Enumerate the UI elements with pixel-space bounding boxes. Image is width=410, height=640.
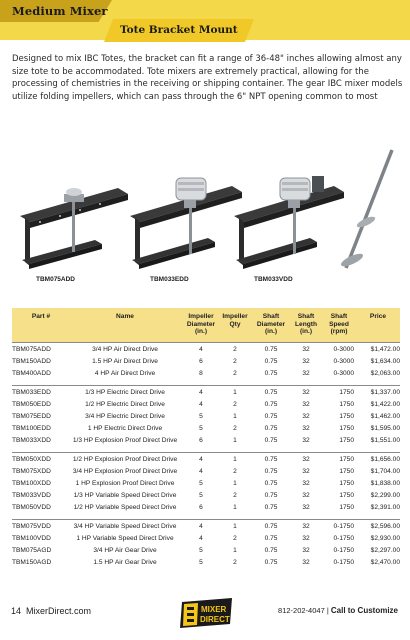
cell-name: 1.5 HP Air Gear Drive bbox=[93, 558, 157, 566]
cell-name: 1/3 HP Variable Speed Direct Drive bbox=[73, 491, 177, 499]
cell-price: $1,472.00 bbox=[370, 346, 400, 353]
cell-part: TBM075EDD bbox=[12, 413, 51, 420]
cell-shaft-diameter: 0.75 bbox=[264, 389, 278, 397]
page-header bbox=[0, 0, 410, 44]
cell-name: 3/4 HP Electric Direct Drive bbox=[85, 413, 165, 420]
cell-price: $1,462.00 bbox=[370, 413, 400, 420]
cell-shaft-speed: 0-1750 bbox=[333, 547, 354, 554]
cell-impeller-diameter: 4 bbox=[199, 401, 203, 409]
cell-part: TBM033XDD bbox=[12, 436, 51, 444]
table-row bbox=[12, 557, 400, 569]
cell-part: TBM033VDD bbox=[12, 491, 51, 499]
cell-part: TBM150AGD bbox=[12, 558, 52, 566]
table-row bbox=[12, 344, 400, 356]
table-row bbox=[12, 466, 400, 478]
cell-name: 3/4 HP Air Direct Drive bbox=[92, 346, 158, 353]
cell-name: 1/3 HP Explosion Proof Direct Drive bbox=[72, 436, 178, 444]
cell-shaft-speed: 1750 bbox=[339, 491, 354, 499]
cell-shaft-length: 32 bbox=[302, 357, 310, 365]
cell-shaft-length: 32 bbox=[302, 491, 310, 499]
cell-part: TBM150ADD bbox=[12, 357, 51, 365]
footer-page-info bbox=[11, 606, 91, 616]
cell-impeller-diameter: 4 bbox=[199, 535, 203, 543]
group-divider bbox=[12, 385, 400, 386]
cell-shaft-diameter: 0.75 bbox=[264, 491, 278, 499]
cell-impeller-diameter: 6 bbox=[199, 357, 203, 365]
cell-shaft-length: 32 bbox=[302, 413, 310, 420]
cell-impeller-diameter: 5 bbox=[199, 491, 203, 499]
cell-impeller-diameter: 5 bbox=[199, 480, 203, 487]
footer-contact: 812-202-4047 | Call to Customize bbox=[278, 606, 398, 615]
cell-shaft-diameter: 0.75 bbox=[264, 346, 278, 353]
cell-part: TBM100VDD bbox=[12, 535, 51, 543]
cell-name: 3/4 HP Air Gear Drive bbox=[93, 547, 157, 554]
cell-impeller-qty: 2 bbox=[233, 357, 237, 365]
col-header-shaft-speed: Shaft Speed (rpm) bbox=[329, 313, 349, 336]
cell-name: 3/4 HP Explosion Proof Direct Drive bbox=[72, 468, 178, 476]
cell-impeller-qty: 1 bbox=[233, 523, 237, 531]
cell-name: 1/2 HP Variable Speed Direct Drive bbox=[73, 503, 177, 511]
cell-name: 1 HP Explosion Proof Direct Drive bbox=[75, 480, 175, 487]
table-row bbox=[12, 490, 400, 502]
cell-shaft-length: 32 bbox=[302, 436, 310, 444]
table-row bbox=[12, 399, 400, 411]
cell-shaft-diameter: 0.75 bbox=[264, 436, 278, 444]
cell-price: $2,596.00 bbox=[370, 523, 400, 531]
call-to-action: Call to Customize bbox=[330, 606, 398, 615]
cell-shaft-length: 32 bbox=[302, 535, 310, 543]
table-row bbox=[12, 368, 400, 380]
col-header-impeller-diameter: Impeller Diameter (in.) bbox=[186, 313, 216, 336]
cell-shaft-diameter: 0.75 bbox=[264, 357, 278, 365]
cell-impeller-qty: 2 bbox=[233, 369, 237, 377]
cell-shaft-length: 32 bbox=[302, 503, 310, 511]
product-illustrations bbox=[0, 148, 410, 293]
cell-impeller-qty: 2 bbox=[233, 468, 237, 476]
cell-shaft-diameter: 0.75 bbox=[264, 558, 278, 566]
cell-price: $2,297.00 bbox=[370, 547, 400, 554]
cell-shaft-length: 32 bbox=[302, 468, 310, 476]
cell-shaft-speed: 1750 bbox=[339, 401, 354, 409]
cell-shaft-diameter: 0.75 bbox=[264, 523, 278, 531]
product-image-tbm075add bbox=[20, 188, 128, 269]
cell-shaft-length: 32 bbox=[302, 558, 310, 566]
intro-paragraph: Designed to mix IBC Totes, the bracket can fit a range of 36-48" inches allowing almost any size tote to be accommodated. Tote mixers are extremely practical, allowing for the processing of chemistries in the receiving or shipping container. The gear IBC mixer models utilize folding impellers, which can pass through the 6" NPT opening common to most bbox=[12, 54, 403, 102]
cell-shaft-length: 32 bbox=[302, 480, 310, 487]
cell-part: TBM050XDD bbox=[12, 456, 51, 464]
product-label: TBM075ADD bbox=[36, 276, 76, 283]
cell-impeller-diameter: 6 bbox=[199, 436, 203, 444]
cell-price: $2,930.00 bbox=[370, 535, 400, 543]
cell-part: TBM033EDD bbox=[12, 389, 51, 397]
cell-shaft-diameter: 0.75 bbox=[264, 424, 278, 432]
cell-part: TBM075AGD bbox=[12, 547, 52, 554]
svg-text:DIRECT: DIRECT bbox=[200, 615, 230, 624]
cell-price: $1,595.00 bbox=[370, 424, 400, 432]
product-label: TBM033EDD bbox=[150, 276, 189, 283]
cell-name: 1 HP Electric Direct Drive bbox=[87, 424, 163, 432]
cell-price: $2,470.00 bbox=[370, 558, 400, 566]
cell-impeller-qty: 1 bbox=[233, 413, 237, 420]
table-row bbox=[12, 502, 400, 514]
cell-impeller-diameter: 5 bbox=[199, 413, 203, 420]
table-row bbox=[12, 545, 400, 557]
cell-impeller-qty: 1 bbox=[233, 547, 237, 554]
cell-impeller-qty: 2 bbox=[233, 401, 237, 409]
cell-shaft-length: 32 bbox=[302, 523, 310, 531]
cell-impeller-qty: 2 bbox=[233, 491, 237, 499]
cell-part: TBM050EDD bbox=[12, 401, 51, 409]
cell-shaft-diameter: 0.75 bbox=[264, 547, 278, 554]
table-row bbox=[12, 387, 400, 399]
site-link[interactable]: MixerDirect.com bbox=[26, 606, 92, 616]
cell-name: 3/4 HP Variable Speed Direct Drive bbox=[73, 523, 177, 531]
table-row bbox=[12, 423, 400, 435]
cell-price: $1,337.00 bbox=[370, 389, 400, 397]
table-row bbox=[12, 533, 400, 545]
cell-impeller-qty: 1 bbox=[233, 503, 237, 511]
cell-impeller-diameter: 6 bbox=[199, 503, 203, 511]
cell-price: $1,656.00 bbox=[370, 456, 400, 464]
cell-shaft-length: 32 bbox=[302, 547, 310, 554]
cell-impeller-qty: 1 bbox=[233, 389, 237, 397]
cell-shaft-speed: 1750 bbox=[339, 424, 354, 432]
cell-shaft-speed: 0-1750 bbox=[333, 558, 354, 566]
product-image-tbm033vdd bbox=[234, 176, 344, 269]
cell-shaft-diameter: 0.75 bbox=[264, 503, 278, 511]
cell-impeller-qty: 1 bbox=[233, 436, 237, 444]
col-header-name: Name bbox=[116, 313, 134, 320]
table-header bbox=[12, 308, 400, 342]
table-row bbox=[12, 435, 400, 447]
group-divider bbox=[12, 519, 400, 520]
cell-shaft-length: 32 bbox=[302, 424, 310, 432]
svg-text:MIXER: MIXER bbox=[201, 605, 227, 614]
cell-shaft-length: 32 bbox=[302, 456, 310, 464]
cell-impeller-qty: 2 bbox=[233, 535, 237, 543]
cell-part: TBM075XDD bbox=[12, 468, 51, 476]
subsection-title: Tote Bracket Mount bbox=[120, 24, 238, 36]
col-header-price: Price bbox=[369, 313, 387, 320]
cell-shaft-length: 32 bbox=[302, 346, 310, 353]
cell-shaft-speed: 1750 bbox=[339, 436, 354, 444]
phone-number: 812-202-4047 bbox=[278, 606, 325, 615]
cell-impeller-diameter: 5 bbox=[199, 424, 203, 432]
cell-shaft-length: 32 bbox=[302, 389, 310, 397]
cell-price: $1,422.00 bbox=[370, 401, 400, 409]
section-title: Medium Mixer bbox=[12, 4, 108, 18]
cell-impeller-qty: 1 bbox=[233, 456, 237, 464]
table-row bbox=[12, 521, 400, 533]
cell-part: TBM100XDD bbox=[12, 480, 51, 487]
product-photos bbox=[0, 148, 410, 293]
mixer-direct-logo bbox=[178, 598, 234, 628]
cell-shaft-speed: 1750 bbox=[339, 389, 354, 397]
cell-shaft-speed: 0-1750 bbox=[333, 523, 354, 531]
cell-price: $1,704.00 bbox=[370, 468, 400, 476]
cell-part: TBM400ADD bbox=[12, 369, 51, 377]
cell-shaft-diameter: 0.75 bbox=[264, 480, 278, 487]
product-image-tbm033edd bbox=[130, 178, 242, 269]
product-label: TBM033VDD bbox=[254, 276, 293, 283]
table-row bbox=[12, 478, 400, 490]
cell-name: 4 HP Air Direct Drive bbox=[94, 369, 156, 377]
cell-shaft-diameter: 0.75 bbox=[264, 535, 278, 543]
cell-impeller-qty: 2 bbox=[233, 346, 237, 353]
cell-part: TBM075VDD bbox=[12, 523, 51, 531]
group-divider bbox=[12, 342, 400, 343]
cell-price: $1,634.00 bbox=[370, 357, 400, 365]
cell-impeller-diameter: 4 bbox=[199, 468, 203, 476]
table-row bbox=[12, 454, 400, 466]
cell-shaft-speed: 0-3000 bbox=[333, 357, 354, 365]
col-header-shaft-diameter: Shaft Diameter (in.) bbox=[256, 313, 286, 336]
cell-shaft-speed: 0-1750 bbox=[333, 535, 354, 543]
page-number: 14 bbox=[11, 606, 22, 616]
cell-name: 1/2 HP Electric Direct Drive bbox=[85, 401, 165, 409]
cell-part: TBM075ADD bbox=[12, 346, 51, 353]
page-footer bbox=[0, 596, 410, 626]
cell-shaft-speed: 1750 bbox=[339, 413, 354, 420]
cell-shaft-diameter: 0.75 bbox=[264, 401, 278, 409]
cell-price: $1,838.00 bbox=[370, 480, 400, 487]
cell-impeller-qty: 2 bbox=[233, 424, 237, 432]
cell-name: 1 HP Variable Speed Direct Drive bbox=[76, 535, 174, 543]
cell-part: TBM050VDD bbox=[12, 503, 51, 511]
cell-impeller-diameter: 5 bbox=[199, 558, 203, 566]
col-header-impeller-qty: Impeller Qty bbox=[222, 313, 248, 328]
cell-shaft-speed: 0-3000 bbox=[333, 369, 354, 377]
table-row bbox=[12, 356, 400, 368]
cell-shaft-speed: 1750 bbox=[339, 480, 354, 487]
cell-shaft-diameter: 0.75 bbox=[264, 456, 278, 464]
cell-shaft-speed: 0-3000 bbox=[333, 346, 354, 353]
cell-name: 1/2 HP Explosion Proof Direct Drive bbox=[72, 456, 178, 464]
cell-name: 1.5 HP Air Direct Drive bbox=[92, 357, 158, 365]
col-header-shaft-length: Shaft Length (in.) bbox=[295, 313, 317, 336]
cell-impeller-diameter: 4 bbox=[199, 523, 203, 531]
cell-impeller-qty: 2 bbox=[233, 558, 237, 566]
table-row bbox=[12, 411, 400, 423]
cell-shaft-length: 32 bbox=[302, 369, 310, 377]
cell-impeller-qty: 1 bbox=[233, 480, 237, 487]
cell-price: $2,063.00 bbox=[370, 369, 400, 377]
cell-impeller-diameter: 4 bbox=[199, 346, 203, 353]
cell-shaft-length: 32 bbox=[302, 401, 310, 409]
product-image-impeller-shaft bbox=[339, 150, 392, 269]
cell-impeller-diameter: 5 bbox=[199, 547, 203, 554]
cell-name: 1/3 HP Electric Direct Drive bbox=[85, 389, 165, 397]
cell-impeller-diameter: 4 bbox=[199, 456, 203, 464]
cell-shaft-diameter: 0.75 bbox=[264, 413, 278, 420]
cell-shaft-diameter: 0.75 bbox=[264, 468, 278, 476]
cell-price: $1,551.00 bbox=[370, 436, 400, 444]
col-header-part: Part # bbox=[31, 313, 51, 320]
group-divider bbox=[12, 452, 400, 453]
cell-shaft-speed: 1750 bbox=[339, 456, 354, 464]
cell-price: $2,299.00 bbox=[370, 491, 400, 499]
cell-shaft-diameter: 0.75 bbox=[264, 369, 278, 377]
cell-impeller-diameter: 8 bbox=[199, 369, 203, 377]
cell-price: $2,391.00 bbox=[370, 503, 400, 511]
cell-part: TBM100EDD bbox=[12, 424, 51, 432]
cell-shaft-speed: 1750 bbox=[339, 503, 354, 511]
cell-impeller-diameter: 4 bbox=[199, 389, 203, 397]
cell-shaft-speed: 1750 bbox=[339, 468, 354, 476]
